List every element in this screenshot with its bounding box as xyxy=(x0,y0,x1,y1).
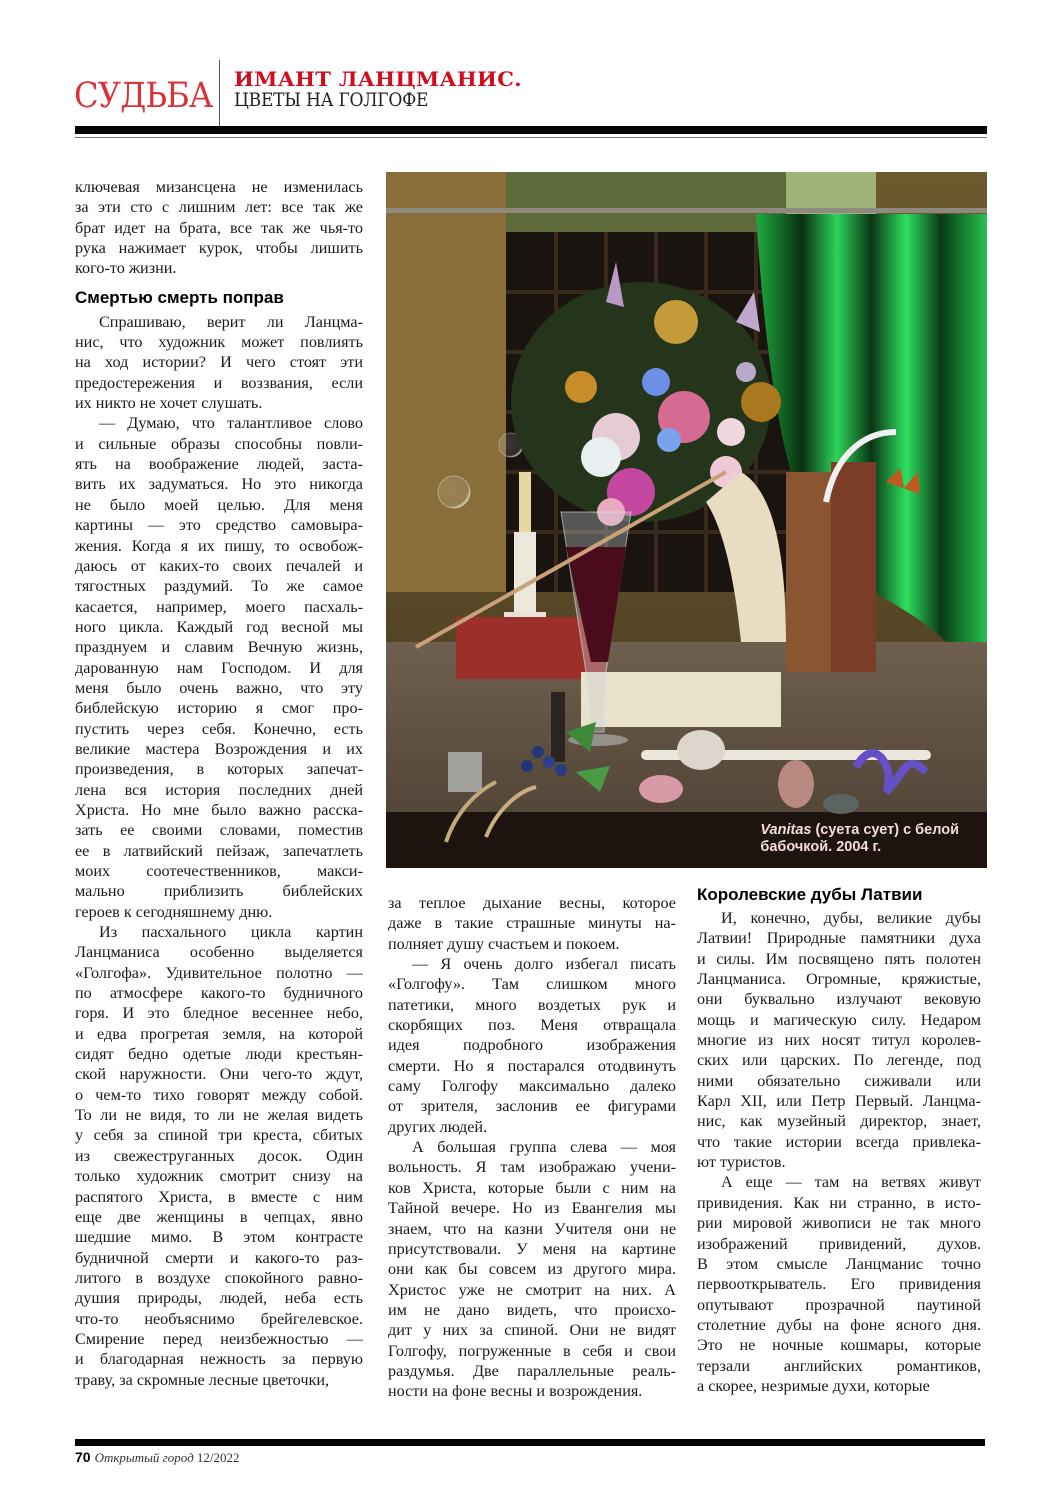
text-line: лена вся история последних дней xyxy=(75,780,363,799)
section-heading: Королевские дубы Латвии xyxy=(697,885,923,904)
text-line: брат идет на брата, все так же чья-то xyxy=(75,218,363,237)
header-rule-thick xyxy=(75,126,987,134)
paragraph xyxy=(75,413,363,922)
text-line: саму Голгофу максимально далеко xyxy=(388,1077,676,1096)
text-line: раздумья. Две параллельные реаль- xyxy=(388,1361,676,1380)
text-line: за теплое дыхание весны, которое xyxy=(388,894,676,912)
text-line: героев к сегодняшнему дню. xyxy=(75,902,273,921)
text-line: их никто не хочет слушать. xyxy=(75,394,263,413)
text-line: великие мастера Возрождения и их xyxy=(75,739,363,758)
text-line: а скорее, незримые духи, которые xyxy=(697,1376,930,1395)
text-line: зать ее своими словами, поместив xyxy=(75,821,363,840)
text-line: литого в воздухе спокойного равно- xyxy=(75,1268,363,1287)
issue-number: 12/2022 xyxy=(193,1450,240,1465)
text-line: еще две женщины в чепцах, явно xyxy=(75,1207,363,1226)
text-line: «Голгофу». Там слишком много xyxy=(388,975,676,994)
text-line: Ланцманиса особенно выделяется xyxy=(75,943,363,962)
text-line: опутывают прозрачной паутиной xyxy=(697,1295,981,1314)
text-line: только художник смотрит снизу на xyxy=(75,1167,363,1186)
text-line: сидят бедно одетые люди крестьян- xyxy=(75,1045,363,1064)
text-line: А большая группа слева — моя xyxy=(412,1138,676,1157)
text-line: произведения, в которых запечат- xyxy=(75,760,363,779)
text-line: моих соотечественников, макси- xyxy=(75,862,363,880)
caption-rest: (суета сует) с белой xyxy=(811,822,959,838)
text-line: даюсь от каких-то своих печалей и xyxy=(75,556,363,575)
text-line: ков Христа, которые были с ним на xyxy=(388,1178,676,1197)
text-line: скорбящих поз. Меня отвращала xyxy=(388,1016,676,1035)
text-line: будничной смерти и какого-то раз- xyxy=(75,1248,363,1267)
text-column-3 xyxy=(697,884,981,1396)
text-line: А еще — там на ветвях живут xyxy=(721,1173,981,1192)
paragraph xyxy=(75,312,363,414)
text-line: ного цикла. Каждый год весной мы xyxy=(75,617,363,636)
text-line: Ланцманиса. Огромные, кряжистые, xyxy=(697,970,981,989)
text-line: идея подробного изображения xyxy=(388,1036,676,1055)
text-line: дит у них за спиной. Они не видят xyxy=(388,1321,676,1340)
text-line: не было моей целью. Для меня xyxy=(75,495,363,514)
text-line: и благодарная нежность за первую xyxy=(75,1350,363,1369)
text-line: Карл XII, или Петр Первый. Ланцма- xyxy=(697,1092,981,1111)
text-line: Латвии! Природные памятники духа xyxy=(697,929,981,948)
paragraph xyxy=(388,954,676,1137)
text-line: Спрашиваю, верит ли Ланцма- xyxy=(99,312,363,331)
footer-rule xyxy=(75,1439,985,1446)
text-line: других людей. xyxy=(388,1117,488,1136)
text-line: смерти. Но я постарался отодвинуть xyxy=(388,1056,676,1075)
text-line: В этом смысле Ланцманис точно xyxy=(697,1254,981,1273)
text-line: изображений привидений, духов. xyxy=(697,1234,981,1253)
text-line: ских или царских. По легенде, под xyxy=(697,1051,981,1070)
text-line: траву, за скромные лесные цветочки, xyxy=(75,1370,330,1389)
text-line: Христа. Но мне было важно расска- xyxy=(75,800,363,819)
header-divider xyxy=(219,60,220,126)
text-line: по атмосфере какого-то будничного xyxy=(75,984,363,1003)
text-line: полняет душу счастьем и покоем. xyxy=(388,934,620,953)
text-line: Голгофу, погруженные в себя и свои xyxy=(388,1341,676,1360)
text-line: на ход истории? И чего стоят эти xyxy=(75,353,363,372)
text-line: за эти сто с лишним лет: все так же xyxy=(75,198,363,217)
text-line: дарованную нам Господом. И для xyxy=(75,658,363,677)
text-line: у себя за спиной три креста, сбитых xyxy=(75,1126,363,1145)
text-line: рука нажимает курок, чтобы лишить xyxy=(75,239,363,258)
text-line: Христос уже не смотрит на них. А xyxy=(388,1280,676,1299)
text-column-2 xyxy=(388,893,676,1402)
text-line: То ли не видя, то ли не желая видеть xyxy=(75,1106,363,1125)
text-line: терзали английских романтиков, xyxy=(697,1356,981,1375)
text-line: Это не ночные кошмары, которые xyxy=(697,1336,981,1355)
text-line: Тайной вечере. Но из Евангелия мы xyxy=(388,1199,676,1218)
text-line: ют туристов. xyxy=(697,1153,786,1172)
text-line: даже в такие страшные минуты на- xyxy=(388,914,676,933)
text-line: душия природы, людей, неба есть xyxy=(75,1289,363,1308)
text-line: жения. Когда я их пишу, то освобож- xyxy=(75,536,363,555)
text-line: что такие истории всегда привлека- xyxy=(697,1132,981,1151)
text-line: вольность. Я там изображаю учени- xyxy=(388,1158,676,1177)
text-line: первооткрыватель. Его привидения xyxy=(697,1275,981,1294)
text-line: ять на воображение людей, заста- xyxy=(75,455,363,474)
text-line: нис, как музейный директор, знает, xyxy=(697,1112,981,1131)
text-line: Из пасхального цикла картин xyxy=(99,923,363,942)
paragraph xyxy=(697,908,981,1172)
paragraph xyxy=(388,893,676,954)
text-line: присутствовали. У меня на картине xyxy=(388,1239,676,1258)
text-line: из свежеструганных досок. Один xyxy=(75,1146,363,1165)
text-line: о чем-то тихо говорят между собой. xyxy=(75,1085,363,1104)
text-line: и силы. Им посвящено пять полотен xyxy=(697,949,981,968)
paragraph xyxy=(75,922,363,1390)
text-line: знаем, что на казни Учителя они не xyxy=(388,1219,676,1238)
text-line: мощь и магическую силу. Недаром xyxy=(697,1010,981,1029)
text-line: предостережения и воззвания, если xyxy=(75,373,363,392)
text-line: привидения. Как ни странно, в исто- xyxy=(697,1193,981,1212)
text-line: меня было очень важно, что эту xyxy=(75,678,363,697)
text-line: вить их задуматься. Но это никогда xyxy=(75,475,363,494)
still-life-painting-image xyxy=(386,172,987,868)
paragraph xyxy=(697,1172,981,1396)
text-line: шедшие мимо. В этом контрасте xyxy=(75,1228,363,1247)
header-rule-thin xyxy=(75,137,987,138)
text-line: И, конечно, дубы, великие дубы xyxy=(721,909,981,927)
text-line: распятого Христа, в вместе с ним xyxy=(75,1187,363,1206)
text-line: многие из них носят титул королев- xyxy=(697,1031,981,1050)
text-line: горя. И это бледное весеннее небо, xyxy=(75,1004,363,1023)
text-column-1 xyxy=(75,177,363,1390)
caption-line-2: бабочкой. 2004 г. xyxy=(760,839,882,855)
text-line: — Думаю, что талантливое слово xyxy=(99,414,363,433)
text-line: тягостных раздумий. То же самое xyxy=(75,577,363,596)
caption-line-1 xyxy=(760,822,959,838)
text-line: мально приблизить библейских xyxy=(75,882,363,901)
section-heading: Смертью смерть поправ xyxy=(75,287,284,307)
text-line: они буквально излучают вековую xyxy=(697,990,981,1009)
text-line: ними обязательно сиживали или xyxy=(697,1071,981,1090)
text-line: касается, например, моего пасхаль- xyxy=(75,597,363,616)
text-line: картины — это средство самовыра- xyxy=(75,516,363,535)
text-line: они как бы совсем из другого мира. xyxy=(388,1260,676,1279)
paragraph xyxy=(388,1137,676,1401)
text-line: — Я очень долго избегал писать xyxy=(412,955,676,974)
caption-title: Vanitas xyxy=(760,822,812,838)
magazine-name: Открытый город xyxy=(94,1450,194,1465)
text-line: «Голгофа». Удивительное полотно — xyxy=(75,963,363,982)
section-rubric: СУДЬБА xyxy=(74,76,213,116)
text-line: и сильные образы способны повли- xyxy=(75,434,363,453)
page-footer xyxy=(75,1449,240,1466)
text-line: что-то необъяснимо брейгелевское. xyxy=(75,1309,363,1328)
painting-vanitas xyxy=(386,172,987,868)
text-line: ности на фоне весны и возрождения. xyxy=(388,1382,643,1401)
article-title: ИМАНТ ЛАНЦМАНИС. xyxy=(234,67,522,91)
paragraph xyxy=(75,177,363,279)
text-line: нис, что художник может повлиять xyxy=(75,333,363,352)
text-line: библейскую историю я смог про- xyxy=(75,699,363,718)
text-line: пустить через себя. Конечно, есть xyxy=(75,719,363,738)
text-line: от зрителя, заслонив ее фигурами xyxy=(388,1097,676,1116)
text-line: и едва прогретая земля, на которой xyxy=(75,1024,363,1043)
text-line: ее в латвийский пейзаж, запечатлеть xyxy=(75,841,363,860)
text-line: ской наружности. Они чего-то ждут, xyxy=(75,1065,363,1084)
text-line: столетние дубы на фоне ясного дня. xyxy=(697,1315,981,1334)
text-line: рии мировой живописи не так много xyxy=(697,1214,981,1233)
text-line: празднуем и славим Вечную жизнь, xyxy=(75,638,363,657)
text-line: им не дано видеть, что происхо- xyxy=(388,1300,676,1319)
article-subtitle: ЦВЕТЫ НА ГОЛГОФЕ xyxy=(234,89,429,111)
text-line: кого-то жизни. xyxy=(75,259,177,278)
text-line: ключевая мизансцена не изменилась xyxy=(75,178,363,196)
text-line: патетики, много воздетых рук и xyxy=(388,995,676,1014)
figure-caption xyxy=(760,822,959,856)
page-number: 70 xyxy=(75,1449,91,1465)
text-line: Смирение перед неизбежностью — xyxy=(75,1329,363,1348)
